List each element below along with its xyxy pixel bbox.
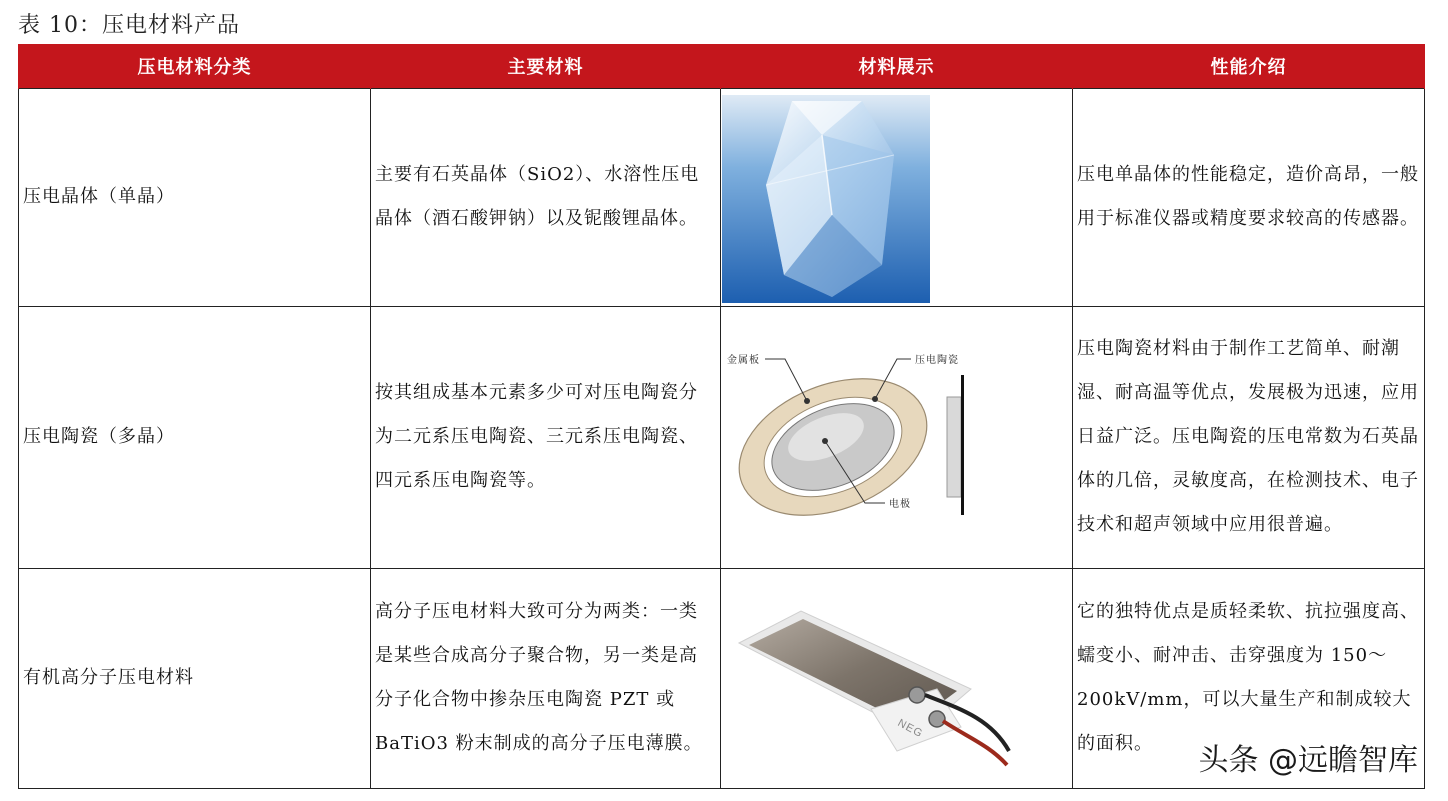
row-performance: 压电陶瓷材料由于制作工艺简单、耐潮湿、耐高温等优点，发展极为迅速，应用日益广泛。压电陶瓷的压电常数为石英晶体的几倍，灵敏度高，在检测技术、电子技术和超声领域中应用很普遍。 [1073,306,1425,568]
row-materials: 高分子压电材料大致可分为两类：一类是某些合成高分子聚合物，另一类是高分子化合物中掺杂压电陶瓷 PZT 或 BaTiO3 粉末制成的高分子压电薄膜。 [371,568,721,788]
quartz-crystal-image [722,95,930,303]
polymer-film-image [721,569,1071,787]
table-row [19,88,1425,306]
row-materials: 按其组成基本元素多少可对压电陶瓷分为二元系压电陶瓷、三元系压电陶瓷、四元系压电陶瓷等。 [371,306,721,568]
row-display [721,88,1073,306]
row-performance: 它的独特优点是质轻柔软、抗拉强度高、蠕变小、耐冲击、击穿强度为 150～200kV/mm，可以大量生产和制成较大的面积。 [1073,568,1425,788]
header-materials: 主要材料 [371,44,721,88]
table-header-row [19,44,1425,88]
row-category: 压电陶瓷（多晶） [19,306,371,568]
row-category: 压电晶体（单晶） [19,88,371,306]
table-caption: 表 10：压电材料产品 [18,13,240,38]
row-display [721,306,1073,568]
neg-label: NEG [895,716,925,740]
header-performance: 性能介绍 [1073,44,1425,88]
row-category: 有机高分子压电材料 [19,568,371,788]
metal-plate-label: 金属板 [727,354,760,366]
piezo-ceramic-label: 压电陶瓷 [915,354,959,366]
header-display: 材料展示 [721,44,1073,88]
row-display [721,568,1073,788]
header-category: 压电材料分类 [19,44,371,88]
row-materials: 主要有石英晶体（SiO2）、水溶性压电晶体（酒石酸钾钠）以及铌酸锂晶体。 [371,88,721,306]
watermark-text: 头条 @远瞻智库 [1198,743,1418,778]
piezo-materials-table [18,44,1425,789]
table-row [19,306,1425,568]
electrode-label: 电极 [889,498,911,510]
row-performance: 压电单晶体的性能稳定，造价高昂，一般用于标准仪器或精度要求较高的传感器。 [1073,88,1425,306]
piezo-disc-diagram [721,307,1071,567]
